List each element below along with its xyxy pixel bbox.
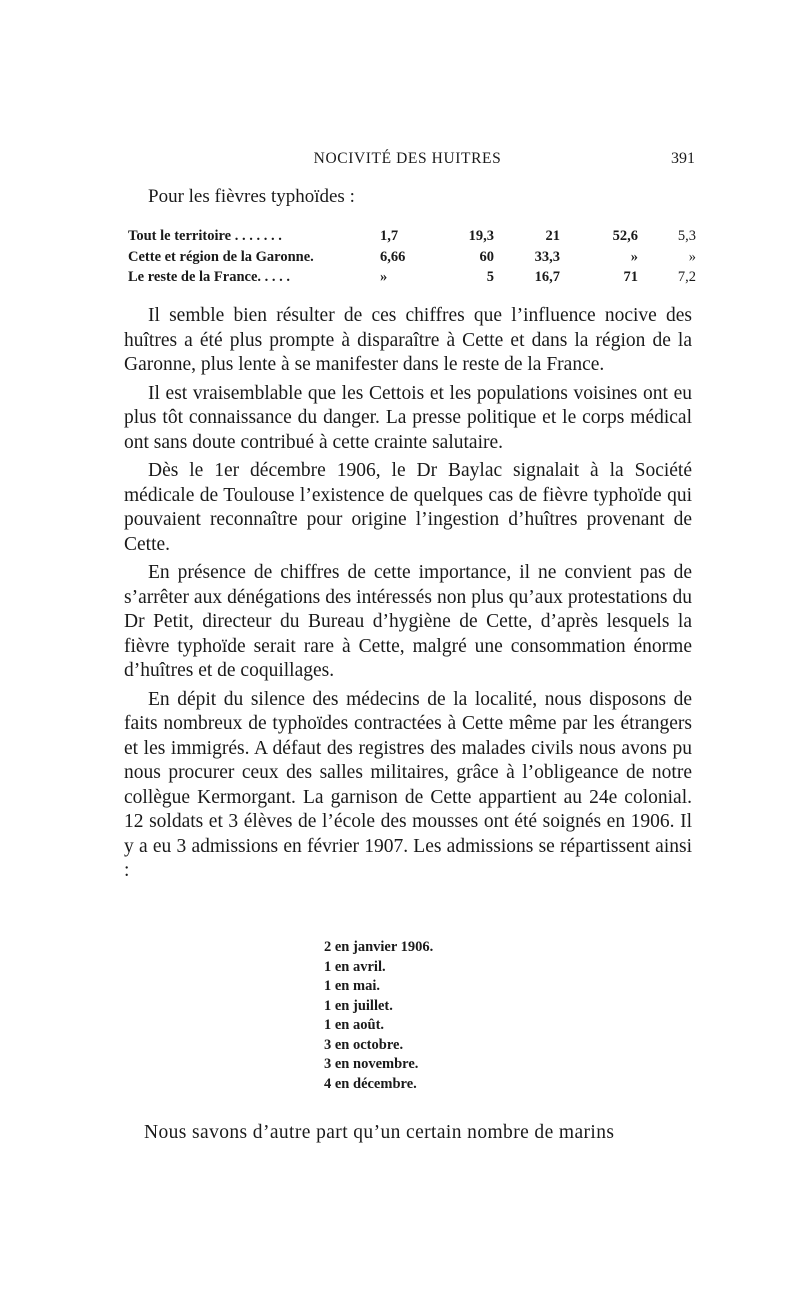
row-label: Tout le territoire . . . . . . . <box>128 228 282 244</box>
table-row <box>128 247 696 268</box>
cell-value: 60 <box>479 248 494 265</box>
list-item: 3 en novembre. <box>324 1056 419 1072</box>
list-item: 4 en décembre. <box>324 1075 417 1092</box>
cell-value: 21 <box>545 228 560 244</box>
list-item: 3 en octobre. <box>324 1036 404 1053</box>
paragraph: Il est vraisemblable que les Cettois et les populations voisines ont eu plus tôt connaissance du danger. La presse politique et le corps médical ont sans doute contribué à cette crainte salutaire. <box>124 382 692 453</box>
cell-value: 19,3 <box>468 228 494 244</box>
cell-value: 71 <box>623 269 638 285</box>
closing-line: Nous savons d’autre part qu’un certain nombre de marins <box>144 1122 615 1143</box>
page-header <box>120 150 695 174</box>
cell-value: 1,7 <box>380 228 399 244</box>
paragraph: Il semble bien résulter de ces chiffres que l’influence nocive des huîtres a été plus prompte à disparaître à Cette et dans la région de la Garonne, plus lente à se manifester dans le reste de la France. <box>124 305 692 375</box>
table-row <box>128 267 696 288</box>
running-title: NOCIVITÉ DES HUITRES <box>313 150 502 167</box>
row-label: Le reste de la France. . . . . <box>128 269 291 285</box>
typhoid-stats-table <box>128 226 696 288</box>
page-number: 391 <box>671 150 695 167</box>
list-item: 1 en juillet. <box>324 997 393 1014</box>
paragraph: En présence de chiffres de cette importance, il ne convient pas de s’arrêter aux dénégations des intéressés non plus qu’aux protestations du Dr Petit, directeur du Bureau d’hygiène de Cette, d’après lesquels la fièvre typhoïde serait rare à Cette, malgré une consommation énorme d’huîtres et de coquillages. <box>124 562 692 681</box>
list-item: 1 en avril. <box>324 958 386 975</box>
cell-value: » <box>688 248 696 265</box>
cell-value: 5,3 <box>677 228 696 244</box>
cell-value: » <box>630 248 638 265</box>
cell-value: 16,7 <box>534 269 560 285</box>
cell-value: 52,6 <box>612 228 638 244</box>
table-intro: Pour les fièvres typhoïdes : <box>148 186 355 207</box>
cell-value: » <box>380 269 388 285</box>
paragraph: Dès le 1er décembre 1906, le Dr Baylac signalait à la Société médicale de Toulouse l’existence de quelques cas de fièvre typhoïde qui pouvaient reconnaître pour origine l’ingestion d’huîtres provenant de Cette. <box>124 460 692 555</box>
cell-value: 6,66 <box>380 248 406 265</box>
cell-value: 7,2 <box>677 269 696 285</box>
body-text <box>124 304 692 888</box>
list-item: 2 en janvier 1906. <box>324 939 434 955</box>
admissions-list <box>324 938 433 1094</box>
cell-value: 5 <box>486 269 494 285</box>
cell-value: 33,3 <box>534 248 560 265</box>
row-label: Cette et région de la Garonne. <box>128 248 314 265</box>
list-item: 1 en mai. <box>324 978 380 994</box>
paragraph: En dépit du silence des médecins de la localité, nous disposons de faits nombreux de typhoïdes contractées à Cette même par les étrangers et les immigrés. A défaut des registres des malades civils nous avons pu nous procurer ceux des salles militaires, grâce à l’obligeance de notre collègue Kermorgant. La garnison de Cette appartient au 24e colonial. 12 soldats et 3 élèves de l’école des mousses ont été soignés en 1906. Il y a eu 3 admissions en février 1907. Les admissions se répartissent ainsi : <box>124 688 692 881</box>
table-row <box>128 226 696 247</box>
list-item: 1 en août. <box>324 1017 385 1033</box>
